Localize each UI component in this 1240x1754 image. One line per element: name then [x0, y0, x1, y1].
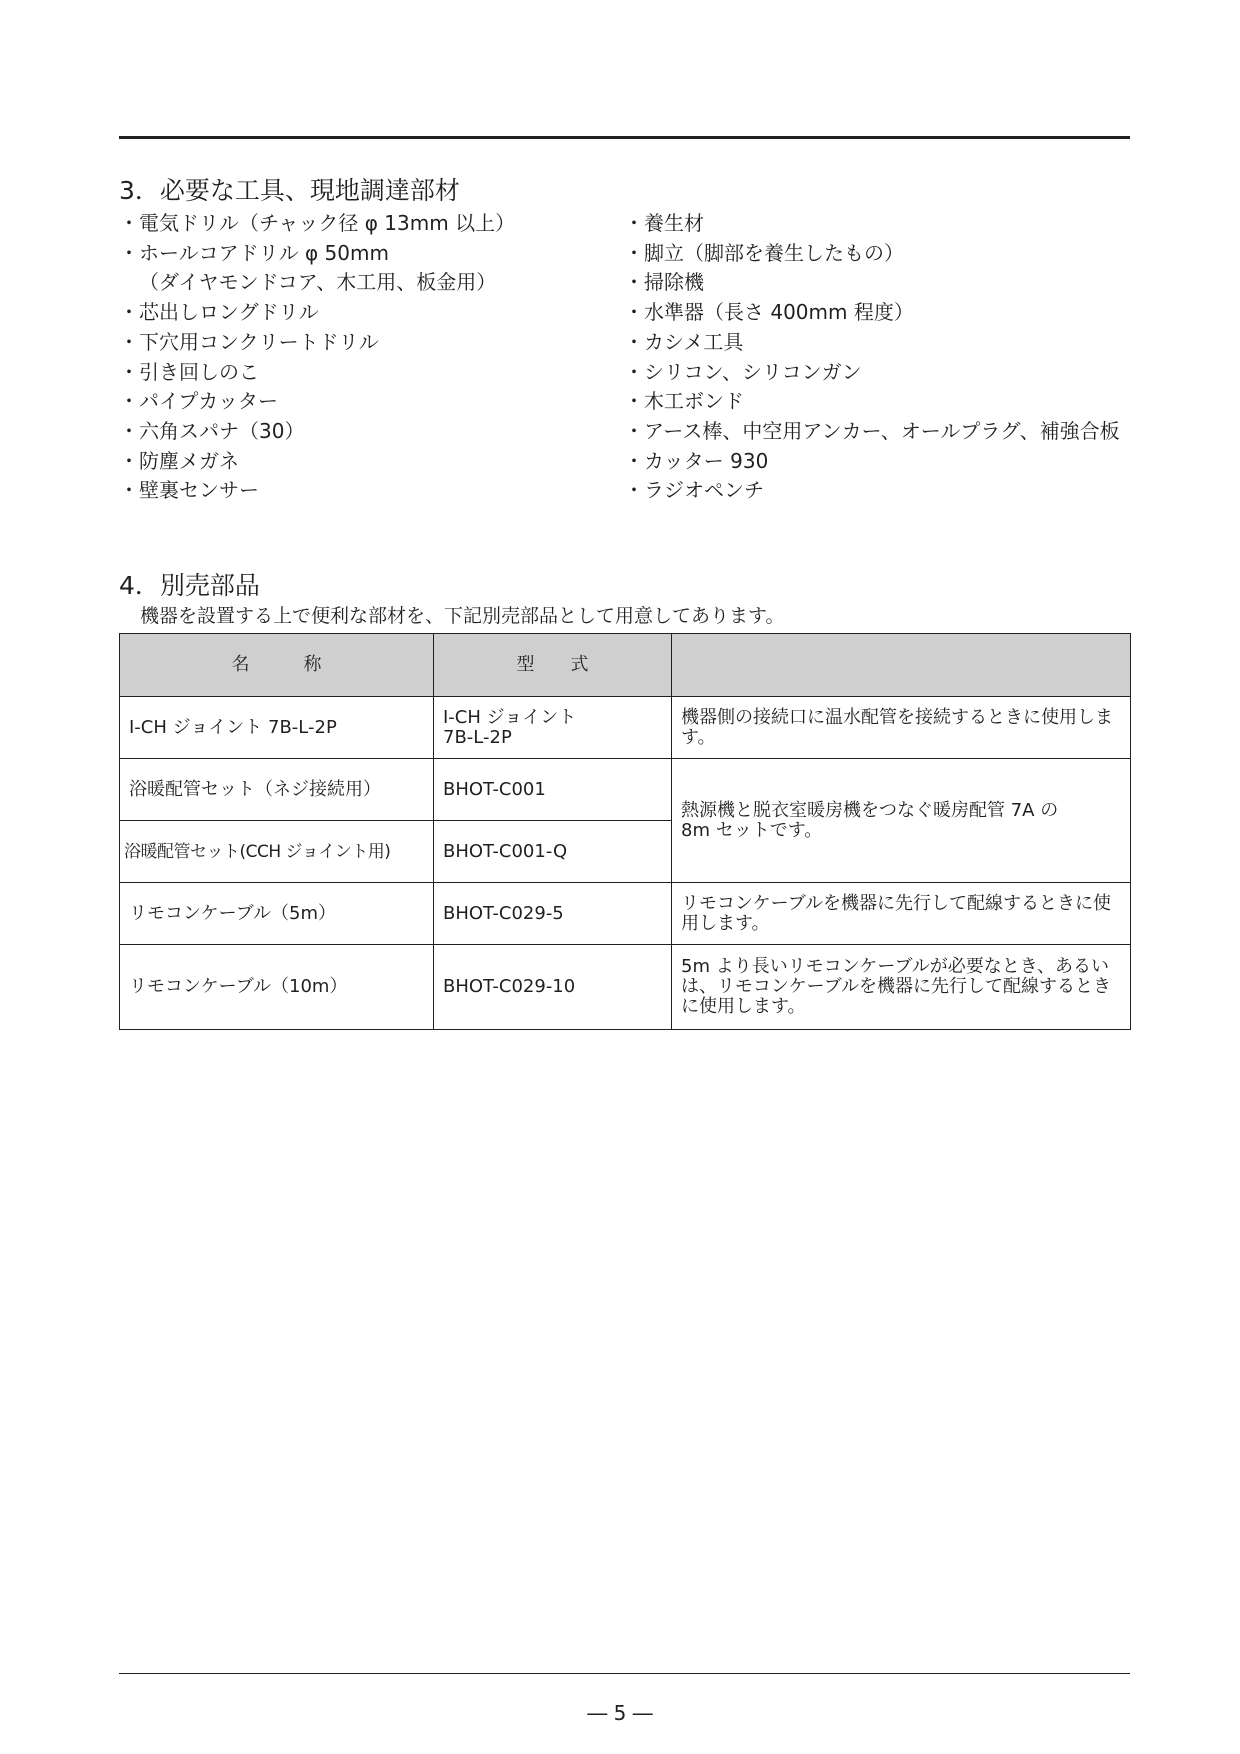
section-4-title: 4．別売部品: [119, 571, 260, 600]
section-4-intro: 機器を設置する上で便利な部材を、下記別売部品として用意してあります。: [140, 605, 785, 627]
tools-list-right: [624, 209, 1120, 506]
top-rule: [119, 136, 1130, 139]
list-item: ・芯出しロングドリル: [119, 300, 319, 325]
list-item: ・六角スパナ（30）: [119, 418, 305, 443]
list-item: ・ラジオペンチ: [624, 478, 764, 503]
list-item: ・防塵メガネ: [119, 448, 239, 473]
part-model-cell: I-CH ジョイント 7B-L-2P: [434, 697, 672, 759]
header-model: 型 式: [434, 634, 672, 697]
section-3-title: 3．必要な工具、現地調達部材: [119, 176, 460, 205]
list-item: ・引き回しのこ: [119, 359, 259, 384]
header-name: 名 称: [120, 634, 434, 697]
list-item: ・水準器（長さ 400mm 程度）: [624, 300, 914, 325]
part-description-cell: リモコンケーブルを機器に先行して配線するときに使用します。: [672, 883, 1131, 945]
part-name-cell: リモコンケーブル（5m）: [120, 883, 434, 945]
part-model-cell: BHOT-C001-Q: [434, 821, 672, 883]
part-name-cell: リモコンケーブル（10m）: [120, 945, 434, 1030]
list-item: ・壁裏センサー: [119, 478, 259, 503]
table-row: [120, 945, 1131, 1030]
part-description-cell: 熱源機と脱衣室暖房機をつなぐ暖房配管 7A の 8m セットです。: [672, 759, 1131, 883]
table-row: [120, 697, 1131, 759]
page-number: ― 5 ―: [587, 1701, 653, 1725]
list-item: ・下穴用コンクリートドリル: [119, 329, 379, 354]
list-item: ・アース棒、中空用アンカー、オールプラグ、補強合板: [624, 418, 1120, 443]
list-item: ・カッター 930: [624, 448, 769, 473]
part-name-cell: 浴暖配管セット（ネジ接続用）: [120, 759, 434, 821]
part-description-cell: 5m より長いリモコンケーブルが必要なとき、あるいは、リモコンケーブルを機器に先行して配線するときに使用します。: [672, 945, 1131, 1030]
part-model-cell: BHOT-C001: [434, 759, 672, 821]
part-name-cell: 浴暖配管セット(CCH ジョイント用): [120, 821, 434, 883]
list-item: ・電気ドリル（チャック径 φ 13mm 以上）: [119, 211, 516, 235]
part-model-cell: BHOT-C029-10: [434, 945, 672, 1030]
list-item: ・パイプカッター: [119, 389, 278, 414]
list-item: ・掃除機: [624, 270, 704, 295]
list-item: ・木工ボンド: [624, 389, 744, 414]
table-row: [120, 883, 1131, 945]
list-item-continuation: （ダイヤモンドコア、木工用、板金用）: [139, 270, 497, 295]
list-item: ・シリコン、シリコンガン: [624, 359, 862, 384]
list-item: ・ホールコアドリル φ 50mm: [119, 240, 389, 265]
table-header-row: [120, 634, 1131, 697]
list-item: ・脚立（脚部を養生したもの）: [624, 240, 904, 265]
optional-parts-table: [119, 633, 1131, 1030]
bottom-rule: [119, 1673, 1130, 1674]
list-item: ・養生材: [624, 211, 704, 235]
part-name-cell: I-CH ジョイント 7B-L-2P: [120, 697, 434, 759]
list-item: ・カシメ工具: [624, 329, 744, 354]
tools-list-left: [119, 209, 515, 506]
table-row: [120, 759, 1131, 821]
header-description: [672, 634, 1131, 697]
part-description-cell: 機器側の接続口に温水配管を接続するときに使用します。: [672, 697, 1131, 759]
part-model-cell: BHOT-C029-5: [434, 883, 672, 945]
